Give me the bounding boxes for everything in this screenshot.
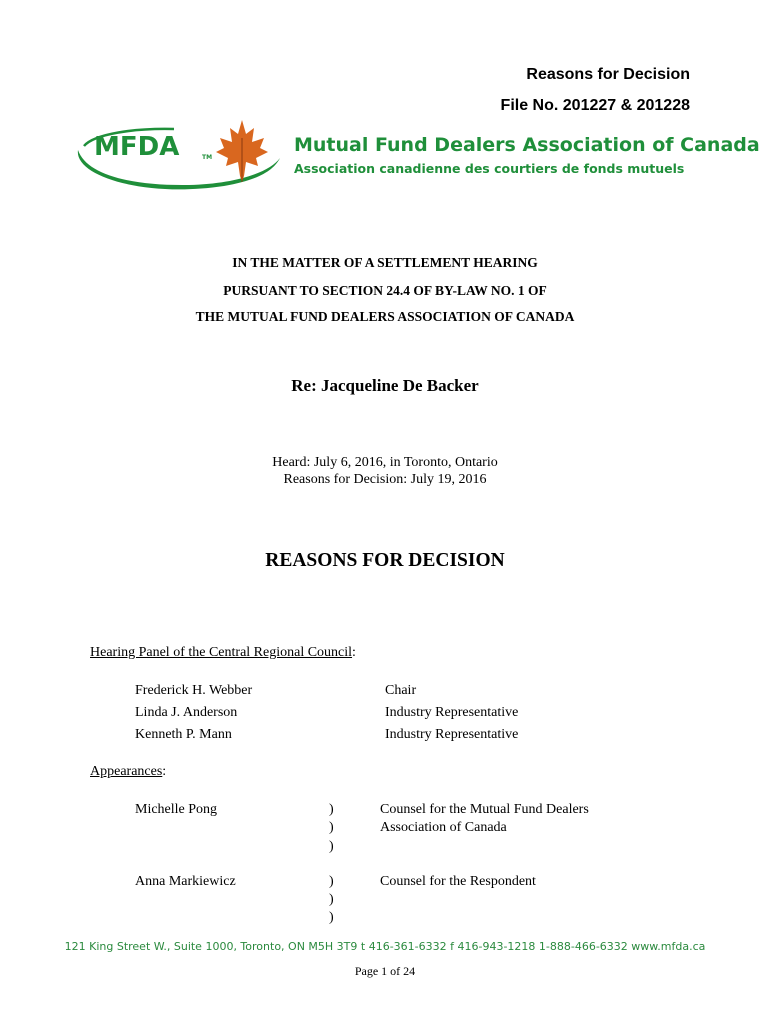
bracket-paren <box>329 800 334 818</box>
appearance-role <box>380 818 507 836</box>
paren: ) <box>329 910 334 925</box>
appearance-role-text: Counsel for the Mutual Fund Dealers <box>380 802 589 817</box>
panel-member-role-text: Industry Representative <box>385 727 519 742</box>
appearance-role <box>380 800 589 818</box>
page-title: REASONS FOR DECISION <box>265 550 505 571</box>
doc-type-label: Reasons for Decision <box>526 66 690 83</box>
paren: ) <box>329 802 334 817</box>
appearances-heading-text: Appearances <box>90 764 163 779</box>
footer-address: 121 King Street W., Suite 1000, Toronto, ON M5H 3T9 t 416-361-6332 f 416-943-1218 1-888-466-6332 www.mfda.ca <box>64 940 706 953</box>
paren: ) <box>329 820 334 835</box>
panel-member-role <box>385 681 416 699</box>
re-line: Re: Jacqueline De Backer <box>291 376 479 395</box>
panel-member-role-text: Chair <box>385 683 417 698</box>
bracket-paren <box>329 872 334 890</box>
association-name-en: Mutual Fund Dealers Association of Canada <box>294 134 760 156</box>
heard-line: Heard: July 6, 2016, in Toronto, Ontario <box>272 455 498 470</box>
reasons-date-line: Reasons for Decision: July 19, 2016 <box>283 472 487 487</box>
page-number: Page 1 of 24 <box>354 964 416 978</box>
mfda-logo <box>74 118 760 198</box>
bracket-paren <box>329 837 334 855</box>
panel-member-name: Linda J. Anderson <box>135 705 238 720</box>
matter-line-3: THE MUTUAL FUND DEALERS ASSOCIATION OF CANADA <box>195 309 575 324</box>
appearance-name <box>135 800 217 818</box>
panel-member-row <box>135 703 237 721</box>
trademark-mark: TM <box>202 154 213 161</box>
appearance-role-text: Counsel for the Respondent <box>380 874 536 889</box>
appearances-heading-colon: : <box>162 764 167 779</box>
mfda-acronym: MFDA <box>94 132 180 162</box>
appearance-name-text: Anna Markiewicz <box>135 874 236 889</box>
panel-member-role <box>385 703 518 721</box>
appearances-heading <box>90 764 166 780</box>
panel-member-role-text: Industry Representative <box>385 705 519 720</box>
appearance-role <box>380 872 536 890</box>
appearance-name <box>135 872 236 890</box>
panel-heading <box>90 645 356 661</box>
bracket-paren <box>329 818 334 836</box>
panel-member-role <box>385 725 518 743</box>
matter-line-2: PURSUANT TO SECTION 24.4 OF BY-LAW NO. 1 OF <box>223 283 547 298</box>
appearance-name-text: Michelle Pong <box>135 802 218 817</box>
panel-heading-colon: : <box>352 645 356 660</box>
panel-member-name: Frederick H. Webber <box>135 683 253 698</box>
file-number: File No. 201227 & 201228 <box>500 97 690 114</box>
panel-member-row <box>135 681 252 699</box>
paren: ) <box>329 874 334 889</box>
association-name-fr: Association canadienne des courtiers de fonds mutuels <box>294 161 685 176</box>
panel-heading-text: Hearing Panel of the Central Regional Council <box>90 645 353 660</box>
paren: ) <box>329 892 334 907</box>
appearance-role-text: Association of Canada <box>380 820 507 835</box>
bracket-paren <box>329 908 334 926</box>
panel-member-row <box>135 725 232 743</box>
bracket-paren <box>329 890 334 908</box>
matter-line-1: IN THE MATTER OF A SETTLEMENT HEARING <box>232 255 538 270</box>
panel-member-name: Kenneth P. Mann <box>135 727 232 742</box>
paren: ) <box>329 839 334 854</box>
maple-leaf-icon <box>214 118 270 184</box>
